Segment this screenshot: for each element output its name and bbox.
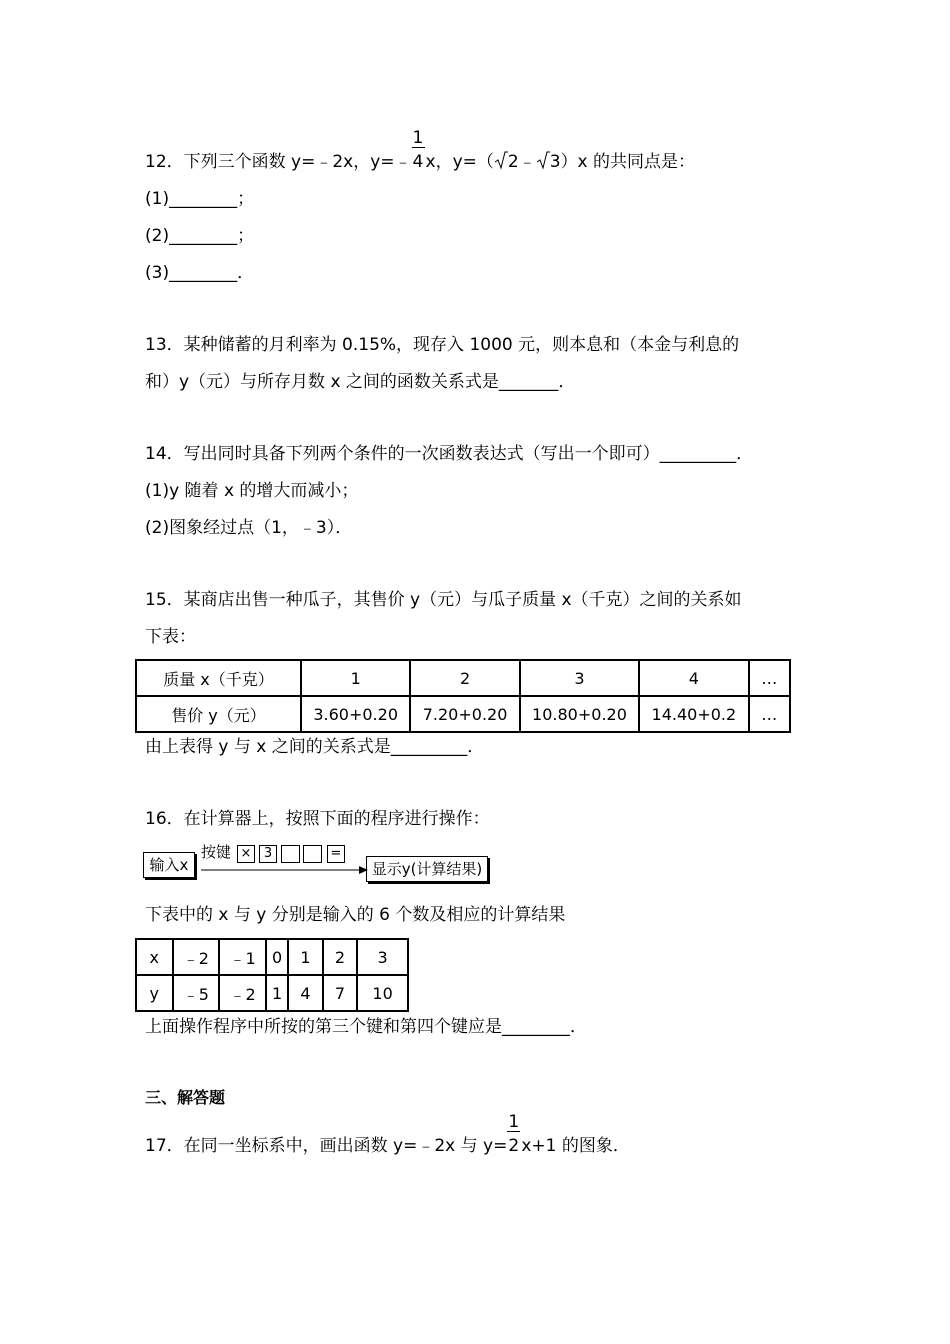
q15-table	[135, 659, 791, 733]
table-cell: 4	[639, 660, 748, 696]
q12-fraction: $\frac{1}{4}$	[412, 128, 424, 172]
table-cell: 1	[301, 660, 410, 696]
table-cell: x	[136, 939, 173, 975]
sqrt-3: 3	[536, 150, 561, 173]
q12-item-1: (1)________；	[145, 189, 255, 209]
table-cell: 2	[410, 660, 519, 696]
table-cell: 1	[288, 939, 323, 975]
key-label: 按键	[201, 843, 232, 861]
q15-line-2: 下表：	[145, 627, 196, 647]
section-3-title: 三、解答题	[145, 1088, 226, 1107]
minus-sign: ﹣	[518, 152, 536, 172]
table-cell: 质量 x（千克）	[136, 660, 301, 696]
table-cell: 1	[266, 975, 288, 1011]
table-cell: 10.80+0.20	[520, 696, 639, 732]
q16-table	[135, 938, 409, 1012]
q17-stem-start: 17．在同一坐标系中，画出函数 y=﹣2x 与 y=	[145, 1136, 508, 1156]
table-cell: 售价 y（元）	[136, 696, 301, 732]
table-cell: y	[136, 975, 173, 1011]
arrow-right-icon	[201, 863, 369, 877]
table-cell: ﹣2	[173, 939, 220, 975]
table-cell: 14.40+0.2	[639, 696, 748, 732]
table-cell: 3	[357, 939, 408, 975]
q17-stem-end: x+1 的图象．	[521, 1136, 630, 1156]
q15-line-1: 15．某商店出售一种瓜子，其售价 y（元）与瓜子质量 x（千克）之间的关系如	[145, 590, 742, 610]
q17-stem	[145, 1112, 630, 1157]
q16-line-1: 16．在计算器上，按照下面的程序进行操作：	[145, 809, 490, 829]
blank-key-1	[281, 845, 300, 863]
output-y-box: 显示y(计算结果)	[366, 856, 488, 882]
table-cell: …	[749, 696, 790, 732]
q12-stem-start: 12．下列三个函数 y=﹣2x，y=﹣	[145, 152, 412, 172]
table-cell: 7.20+0.20	[410, 696, 519, 732]
blank-key-2	[303, 845, 322, 863]
table-cell: 3	[520, 660, 639, 696]
q14-condition-1: (1)y 随着 x 的增大而减小；	[145, 481, 359, 501]
q12-item-2: (2)________；	[145, 226, 255, 246]
table-cell: ﹣1	[219, 939, 266, 975]
q12-stem-end: ）x 的共同点是：	[560, 152, 696, 172]
equals-key: =	[327, 845, 345, 863]
table-cell: ﹣2	[219, 975, 266, 1011]
table-cell: 2	[323, 939, 358, 975]
q13-line-2: 和）y（元）与所存月数 x 之间的函数关系式是_______．	[145, 372, 576, 392]
q15-after: 由上表得 y 与 x 之间的关系式是_________．	[145, 737, 485, 757]
calculator-procedure-diagram	[143, 842, 493, 884]
table-cell: 7	[323, 975, 358, 1011]
sqrt-2: 2	[494, 150, 519, 173]
q17-fraction: $\frac{1}{2}$	[508, 1112, 520, 1156]
table-cell: 10	[357, 975, 408, 1011]
table-cell: …	[749, 660, 790, 696]
q12-item-3: (3)________．	[145, 263, 255, 283]
q14-line-1: 14．写出同时具备下列两个条件的一次函数表达式（写出一个即可）_________．	[145, 444, 754, 464]
q13-line-1: 13．某种储蓄的月利率为 0.15%，现存入 1000 元，则本息和（本金与利息的	[145, 335, 740, 355]
table-cell: 0	[266, 939, 288, 975]
q16-after: 上面操作程序中所按的第三个键和第四个键应是________．	[145, 1017, 587, 1037]
q12-stem-mid: x，y=（	[425, 152, 494, 172]
three-key: 3	[259, 845, 277, 863]
table-row	[136, 939, 408, 975]
table-cell: ﹣5	[173, 975, 220, 1011]
table-cell: 3.60+0.20	[301, 696, 410, 732]
table-row	[136, 660, 790, 696]
table-row	[136, 696, 790, 732]
multiply-key: ×	[237, 845, 255, 863]
q16-line-2: 下表中的 x 与 y 分别是输入的 6 个数及相应的计算结果	[145, 905, 566, 925]
q14-condition-2: (2)图象经过点（1，﹣3）．	[145, 518, 353, 538]
table-cell: 4	[288, 975, 323, 1011]
input-x-box: 输入x	[143, 852, 195, 878]
table-row	[136, 975, 408, 1011]
q12-stem	[145, 128, 696, 173]
